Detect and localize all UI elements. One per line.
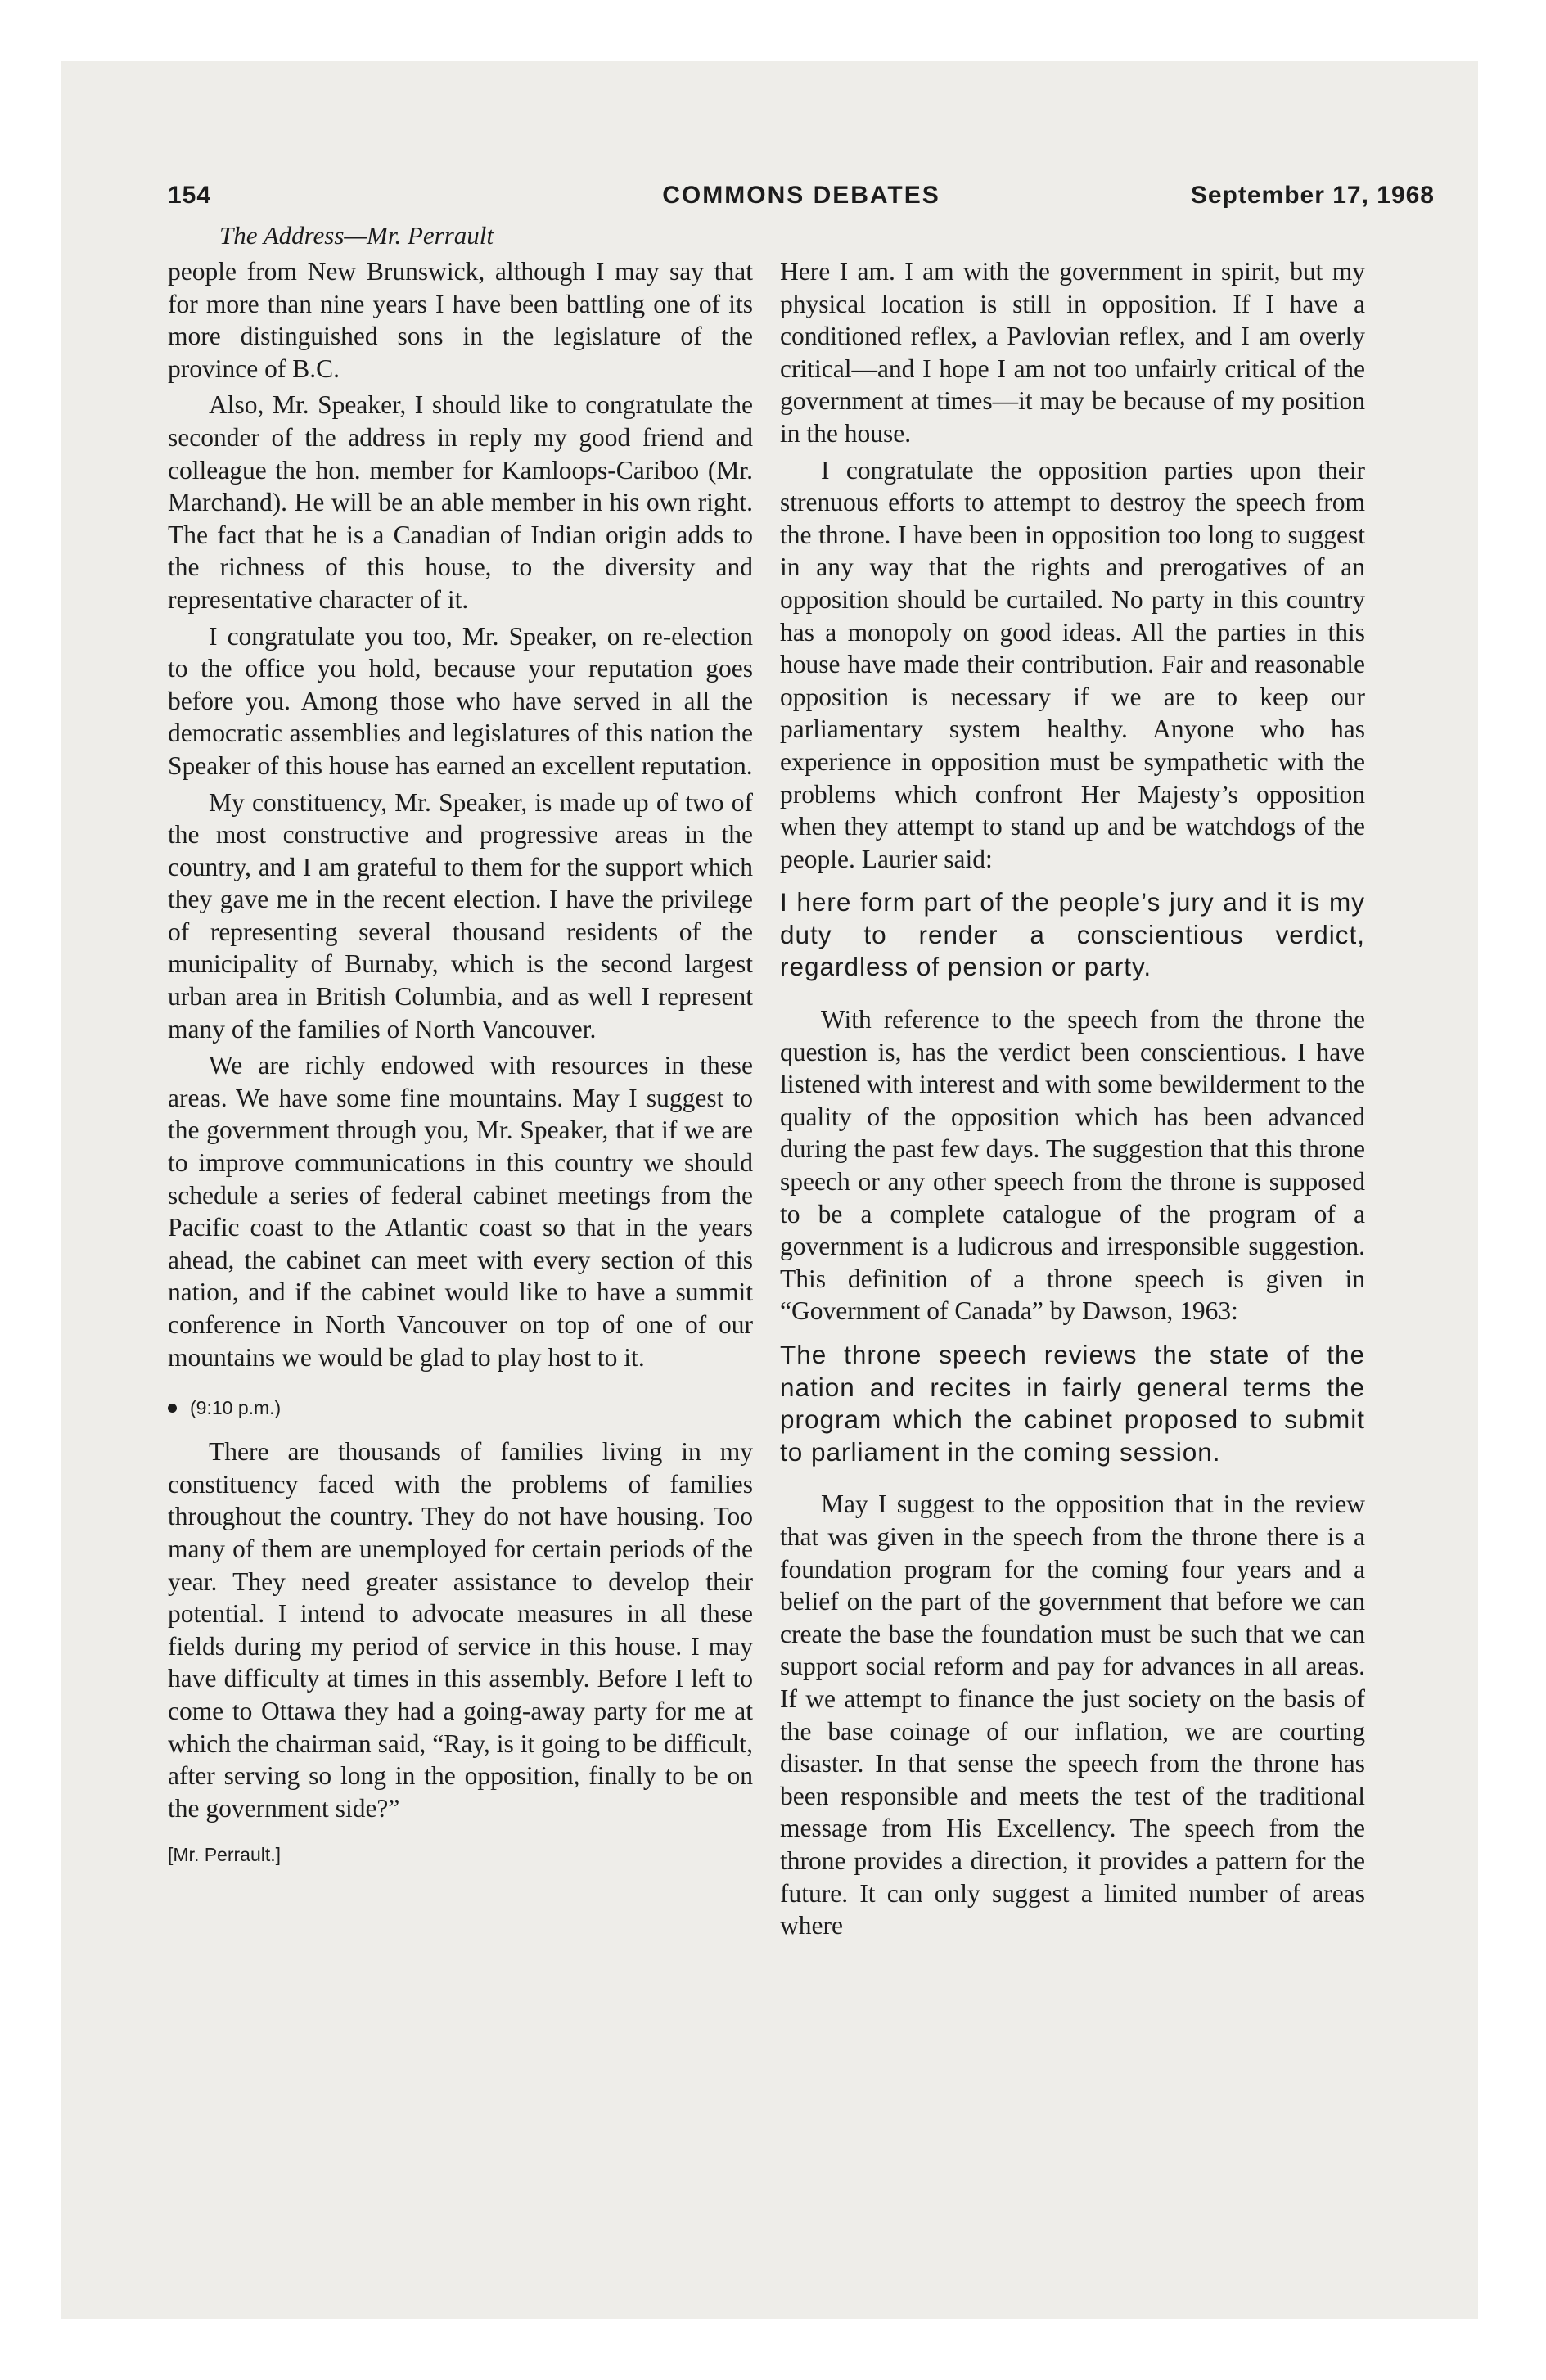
paragraph: With reference to the speech from the throne the question is, has the verdict been conscientious. I have listened with interest and with some bewilderment to the quality of the opposition which has been advanced during the past few days. The suggestion that this throne speech or any other speech from the throne is supposed to be a complete catalogue of the program of a government is a ludicrous and irresponsible suggestion. This definition of a throne speech is given in “Government of Canada” by Dawson, 1963: bbox=[780, 1005, 1365, 1326]
paragraph: May I suggest to the opposition that in the review that was given in the speech from the throne there is a foundation program for the coming four years and a belief on the part of the government that before we can create the base the foundation must be such that we can support social reform and pay for advances in all areas. If we attempt to finance the just society on the basis of the base coinage of our inflation, we are courting disaster. In that sense the speech from the throne has been responsible and meets the test of the traditional message from His Excellency. The speech from the throne provides a direction, it provides a pattern for the future. It can only suggest a limited number of areas where bbox=[780, 1490, 1365, 1941]
publication-title: COMMONS DEBATES bbox=[662, 182, 940, 209]
block-quote: I here form part of the people’s jury and it is my duty to render a conscientious verdict, regardless of pension or party. bbox=[780, 887, 1365, 982]
running-head: The Address—Mr. Perrault bbox=[219, 221, 494, 250]
paragraph: My constituency, Mr. Speaker, is made up of two of the most constructive and progressive areas in the country, and I am grateful to them for the support which they gave me in the recent election. I have the privilege of representing several thousand residents of the municipality of Burnaby, which is the second largest urban area in British Columbia, and as well I represent many of the families of North Vancouver. bbox=[168, 787, 753, 1044]
right-column bbox=[780, 255, 1365, 2138]
page-header bbox=[168, 182, 1435, 219]
paragraph: I congratulate you too, Mr. Speaker, on re-election to the office you hold, because your reputation goes before you. Among those who have served in all the democratic assemblies and legislatures of this nation the Speaker of this house has earned an excellent reputation. bbox=[168, 621, 753, 780]
speaker-tag: [Mr. Perrault.] bbox=[168, 1844, 282, 1866]
paragraph: Here I am. I am with the government in spirit, but my physical location is still in opposition. If I have a conditioned reflex, a Pavlovian reflex, and I am overly critical—and I hope I am not too unfairly critical of the government at times—it may be because of my position in the house. bbox=[780, 257, 1365, 448]
timestamp-marker bbox=[168, 1393, 753, 1422]
page-number: 154 bbox=[168, 182, 212, 209]
paragraph: I congratulate the opposition parties upon their strenuous efforts to attempt to destroy the speech from the throne. I have been in opposition too long to suggest in any way that the rights and prerogatives of an opposition should be curtailed. No party in this country has a monopoly on good ideas. All the parties in this house have made their contribution. Fair and reasonable opposition is necessary if we are to keep our parliamentary system healthy. Anyone who has experience in opposition must be sympathetic with the problems which confront Her Majesty’s opposition when they attempt to stand up and be watchdogs of the people. Laurier said: bbox=[780, 455, 1365, 873]
paragraph: Also, Mr. Speaker, I should like to congratulate the seconder of the address in reply my good friend and colleague the hon. member for Kamloops-Cariboo (Mr. Marchand). He will be an able member in his own right. The fact that he is a Canadian of Indian origin adds to the richness of this house, to the diversity and representative character of it. bbox=[168, 390, 753, 614]
left-column bbox=[168, 255, 753, 2138]
paragraph: We are richly endowed with resources in these areas. We have some fine mountains. May I suggest to the government through you, Mr. Speaker, that if we are to improve communications in this country we should schedule a series of federal cabinet meetings from the Pacific coast to the Atlantic coast so that in the years ahead, the cabinet can meet with every section of this nation, and if the cabinet would like to have a summit conference in North Vancouver on top of one of our mountains we would be glad to play host to it. bbox=[168, 1051, 753, 1372]
block-quote: The throne speech reviews the state of the nation and recites in fairly general terms the program which the cabinet proposed to submit to parliament in the coming session. bbox=[780, 1340, 1365, 1467]
bullet-icon bbox=[168, 1404, 177, 1413]
paragraph: people from New Brunswick, although I may say that for more than nine years I have been battling one of its more distinguished sons in the legislature of the province of B.C. bbox=[168, 257, 753, 383]
publication-date: September 17, 1968 bbox=[1190, 182, 1435, 209]
timestamp-text: (9:10 p.m.) bbox=[190, 1397, 282, 1419]
paragraph: There are thousands of families living in my constituency faced with the problems of families throughout the country. They do not have housing. Too many of them are unemployed for certain periods of the year. They need greater assistance to develop their potential. I intend to advocate measures in all these fields during my period of service in this house. I may have difficulty at times in this assembly. Before I left to come to Ottawa they had a going-away party for me at which the chairman said, “Ray, is it going to be difficult, after serving so long in the opposition, finally to be on the government side?” bbox=[168, 1437, 753, 1823]
